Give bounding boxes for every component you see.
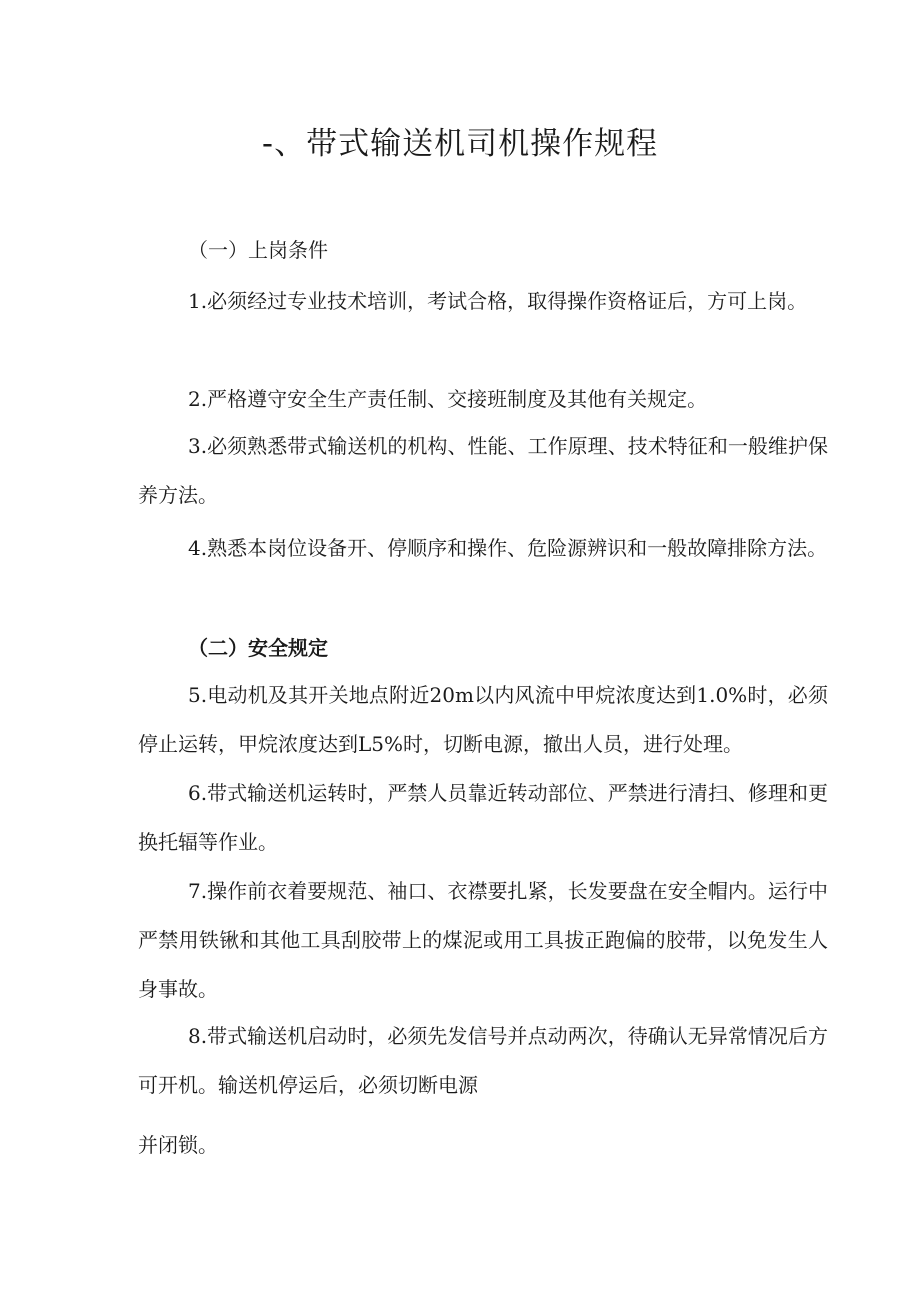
list-item-3: 3.必须熟悉带式输送机的机构、性能、工作原理、技术特征和一般维护保养方法。 <box>138 434 828 507</box>
section-heading-safety-rules: （二）安全规定 <box>188 636 328 660</box>
list-item-2: 2.严格遵守安全生产责任制、交接班制度及其他有关规定。 <box>188 387 708 411</box>
list-item-7: 7.操作前衣着要规范、袖口、衣襟要扎紧，长发要盘在安全帽内。运行中严禁用铁锹和其他工具刮胶带上的煤泥或用工具拔正跑偏的胶带，以免发生人身事故。 <box>138 879 828 1001</box>
list-item-4: 4.熟悉本岗位设备开、停顺序和操作、危险源辨识和一般故障排除方法。 <box>188 536 828 560</box>
list-item-1: 1.必须经过专业技术培训，考试合格，取得操作资格证后，方可上岗。 <box>188 289 808 313</box>
list-item-6: 6.带式输送机运转时，严禁人员靠近转动部位、严禁进行清扫、修理和更换托辐等作业。 <box>138 781 828 854</box>
page-title: -、带式输送机司机操作规程 <box>261 126 659 162</box>
list-item-8-continuation: 并闭锁。 <box>138 1133 218 1157</box>
list-item-5: 5.电动机及其开关地点附近20m以内风流中甲烷浓度达到1.0%时，必须停止运转，甲烷浓度达到L5%时，切断电源，撤出人员，进行处理。 <box>138 683 828 756</box>
section-heading-qualifications: （一）上岗条件 <box>188 238 328 262</box>
list-item-8: 8.带式输送机启动时，必须先发信号并点动两次，待确认无异常情况后方可开机。输送机停运后，必须切断电源 <box>138 1024 828 1097</box>
